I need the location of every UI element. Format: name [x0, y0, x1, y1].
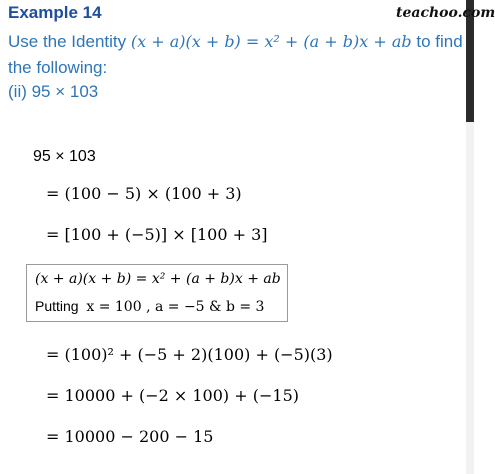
hint-putting-label: Putting: [35, 298, 79, 314]
step-5: [46, 427, 213, 447]
step-5-expr: = 10000 − 200 − 15: [46, 427, 214, 446]
step-2: [46, 225, 268, 245]
question-part: (ii) 95 × 103: [8, 82, 99, 101]
start-expression: 95 × 103: [33, 148, 96, 165]
hint-values: x = 100 , a = −5 & b = 3: [86, 299, 265, 315]
step-3-expr: = (100)² + (−5 + 2)(100) + (−5)(3): [46, 345, 333, 364]
question-line-1: [8, 32, 463, 52]
hint-box: [26, 264, 288, 322]
step-2-expr: = [100 + (−5)] × [100 + 3]: [46, 225, 268, 244]
question-prefix: Use the Identity: [8, 32, 131, 51]
step-1-expr: = (100 − 5) × (100 + 3): [46, 184, 242, 203]
example-title: Example 14: [8, 3, 102, 22]
hint-putting: [35, 298, 264, 315]
step-4-expr: = 10000 + (−2 × 100) + (−15): [46, 386, 299, 405]
brand-logo: teachoo.com: [396, 5, 495, 21]
step-3: [46, 345, 333, 365]
question-line-2: the following:: [8, 58, 108, 77]
question-suffix: to find: [411, 32, 463, 51]
hint-identity: (x + a)(x + b) = x² + (a + b)x + ab: [35, 271, 281, 287]
step-4: [46, 386, 299, 406]
identity-formula: (x + a)(x + b) = x² + (a + b)x + ab: [130, 32, 412, 51]
step-1: [46, 184, 242, 204]
